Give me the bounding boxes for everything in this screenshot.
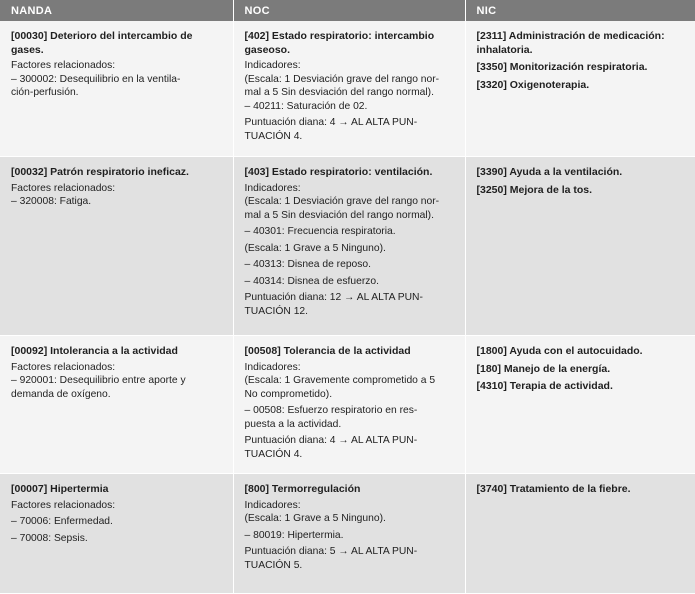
nanda-detail-line: – 320008: Fatiga. <box>11 196 92 207</box>
nic-intervention: [1800] Ayuda con el autocuidado. <box>476 345 643 357</box>
nic-intervention: [3320] Oxigenoterapia. <box>476 78 590 91</box>
noc-detail-line: Indicadores: <box>244 182 301 194</box>
noc-detail-line: (Escala: 1 Grave a 5 Ninguno). <box>244 242 386 254</box>
noc-diagnosis-title: [403] Estado respiratorio: ventilación. <box>244 166 433 178</box>
nic-cell <box>465 336 695 474</box>
noc-detail-line: puesta a la actividad. <box>244 418 342 430</box>
nanda-diagnosis-title: [00007] Hipertermia <box>11 483 109 495</box>
nanda-detail-line: ción-perfusión. <box>11 87 79 98</box>
table-row <box>0 474 695 594</box>
nanda-detail-line: – 70006: Enfermedad. <box>11 516 113 527</box>
noc-detail-line: Puntuación diana: 4 → AL ALTA PUN- <box>244 117 418 128</box>
noc-detail-line: Indicadores: <box>244 361 301 373</box>
table-row <box>0 157 695 336</box>
nanda-detail-line: – 70008: Sepsis. <box>11 532 88 544</box>
noc-detail-line: (Escala: 1 Desviación grave del rango nor- <box>244 73 440 85</box>
header-nic: NIC <box>465 0 695 21</box>
noc-detail-line: Indicadores: <box>244 499 301 511</box>
noc-detail-line: (Escala: 1 Desviación grave del rango nor- <box>244 196 440 207</box>
noc-detail-line: TUACIÓN 4. <box>244 448 303 460</box>
nic-intervention: [2311] Administración de medicación: <box>476 30 665 42</box>
nic-cell <box>465 157 695 336</box>
table-header <box>0 0 695 21</box>
nic-intervention: [180] Manejo de la energía. <box>476 362 611 375</box>
nanda-diagnosis-title: [00032] Patrón respiratorio ineficaz. <box>11 166 189 178</box>
header-row <box>0 0 695 21</box>
nanda-diagnosis-title: [00030] Deterioro del intercambio de <box>11 30 193 42</box>
nic-intervention: [3250] Mejora de la tos. <box>476 183 593 196</box>
noc-detail-line: – 00508: Esfuerzo respiratorio en res- <box>244 405 418 416</box>
nanda-cell <box>0 157 233 336</box>
header-nanda: NANDA <box>0 0 233 21</box>
table-body <box>0 21 695 594</box>
noc-detail-line: mal a 5 Sin desviación del rango normal). <box>244 209 434 221</box>
nanda-detail-line: Factores relacionados: <box>11 361 116 373</box>
noc-detail-line: Puntuación diana: 5 → AL ALTA PUN- <box>244 546 418 557</box>
noc-detail-line: Puntuación diana: 4 → AL ALTA PUN- <box>244 435 418 446</box>
nic-cell <box>465 474 695 594</box>
noc-detail-line: – 40313: Disnea de reposo. <box>244 259 372 270</box>
noc-diagnosis-title: [00508] Tolerancia de la actividad <box>244 345 411 357</box>
nanda-diagnosis-title: [00092] Intolerancia a la actividad <box>11 345 178 357</box>
table-row <box>0 336 695 474</box>
noc-detail-line: – 40211: Saturación de 02. <box>244 100 368 112</box>
nic-intervention: [3740] Tratamiento de la fiebre. <box>476 483 631 495</box>
noc-detail-line: TUACIÓN 5. <box>244 559 303 571</box>
noc-cell <box>233 157 465 336</box>
nic-intervention: [3350] Monitorización respiratoria. <box>476 61 648 73</box>
nic-cell <box>465 21 695 157</box>
noc-detail-line: – 80019: Hipertermia. <box>244 529 344 541</box>
header-noc: NOC <box>233 0 465 21</box>
nanda-cell <box>0 21 233 157</box>
noc-cell <box>233 21 465 157</box>
noc-detail-line: TUACIÓN 4. <box>244 130 303 142</box>
nanda-diagnosis-title: gases. <box>11 43 44 56</box>
noc-detail-line: No comprometido). <box>244 388 333 400</box>
nanda-detail-line: Factores relacionados: <box>11 499 116 511</box>
noc-detail-line: TUACIÓN 12. <box>244 305 309 317</box>
noc-detail-line: mal a 5 Sin desviación del rango normal). <box>244 87 434 98</box>
nanda-cell <box>0 336 233 474</box>
noc-detail-line: Puntuación diana: 12 → AL ALTA PUN- <box>244 292 423 303</box>
noc-detail-line: – 40314: Disnea de esfuerzo. <box>244 275 380 287</box>
noc-diagnosis-title: [402] Estado respiratorio: intercambio <box>244 30 435 42</box>
table-row <box>0 21 695 157</box>
noc-cell <box>233 336 465 474</box>
nic-intervention: inhalatoria. <box>476 43 533 56</box>
noc-detail-line: – 40301: Frecuencia respiratoria. <box>244 226 396 237</box>
nanda-detail-line: – 920001: Desequilibrio entre aporte y <box>11 375 186 386</box>
nic-intervention: [3390] Ayuda a la ventilación. <box>476 166 623 178</box>
nic-intervention: [4310] Terapia de actividad. <box>476 380 613 392</box>
nanda-detail-line: demanda de oxígeno. <box>11 388 111 400</box>
noc-diagnosis-title: [800] Termorregulación <box>244 483 361 495</box>
noc-cell <box>233 474 465 594</box>
noc-detail-line: (Escala: 1 Grave a 5 Ninguno). <box>244 513 386 524</box>
noc-detail-line: Indicadores: <box>244 60 301 71</box>
nanda-detail-line: Factores relacionados: <box>11 60 116 71</box>
nanda-detail-line: – 300002: Desequilibrio en la ventila- <box>11 73 181 85</box>
nanda-detail-line: Factores relacionados: <box>11 182 116 194</box>
noc-diagnosis-title: gaseoso. <box>244 43 291 56</box>
nanda-cell <box>0 474 233 594</box>
noc-detail-line: (Escala: 1 Gravemente comprometido a 5 <box>244 375 436 386</box>
